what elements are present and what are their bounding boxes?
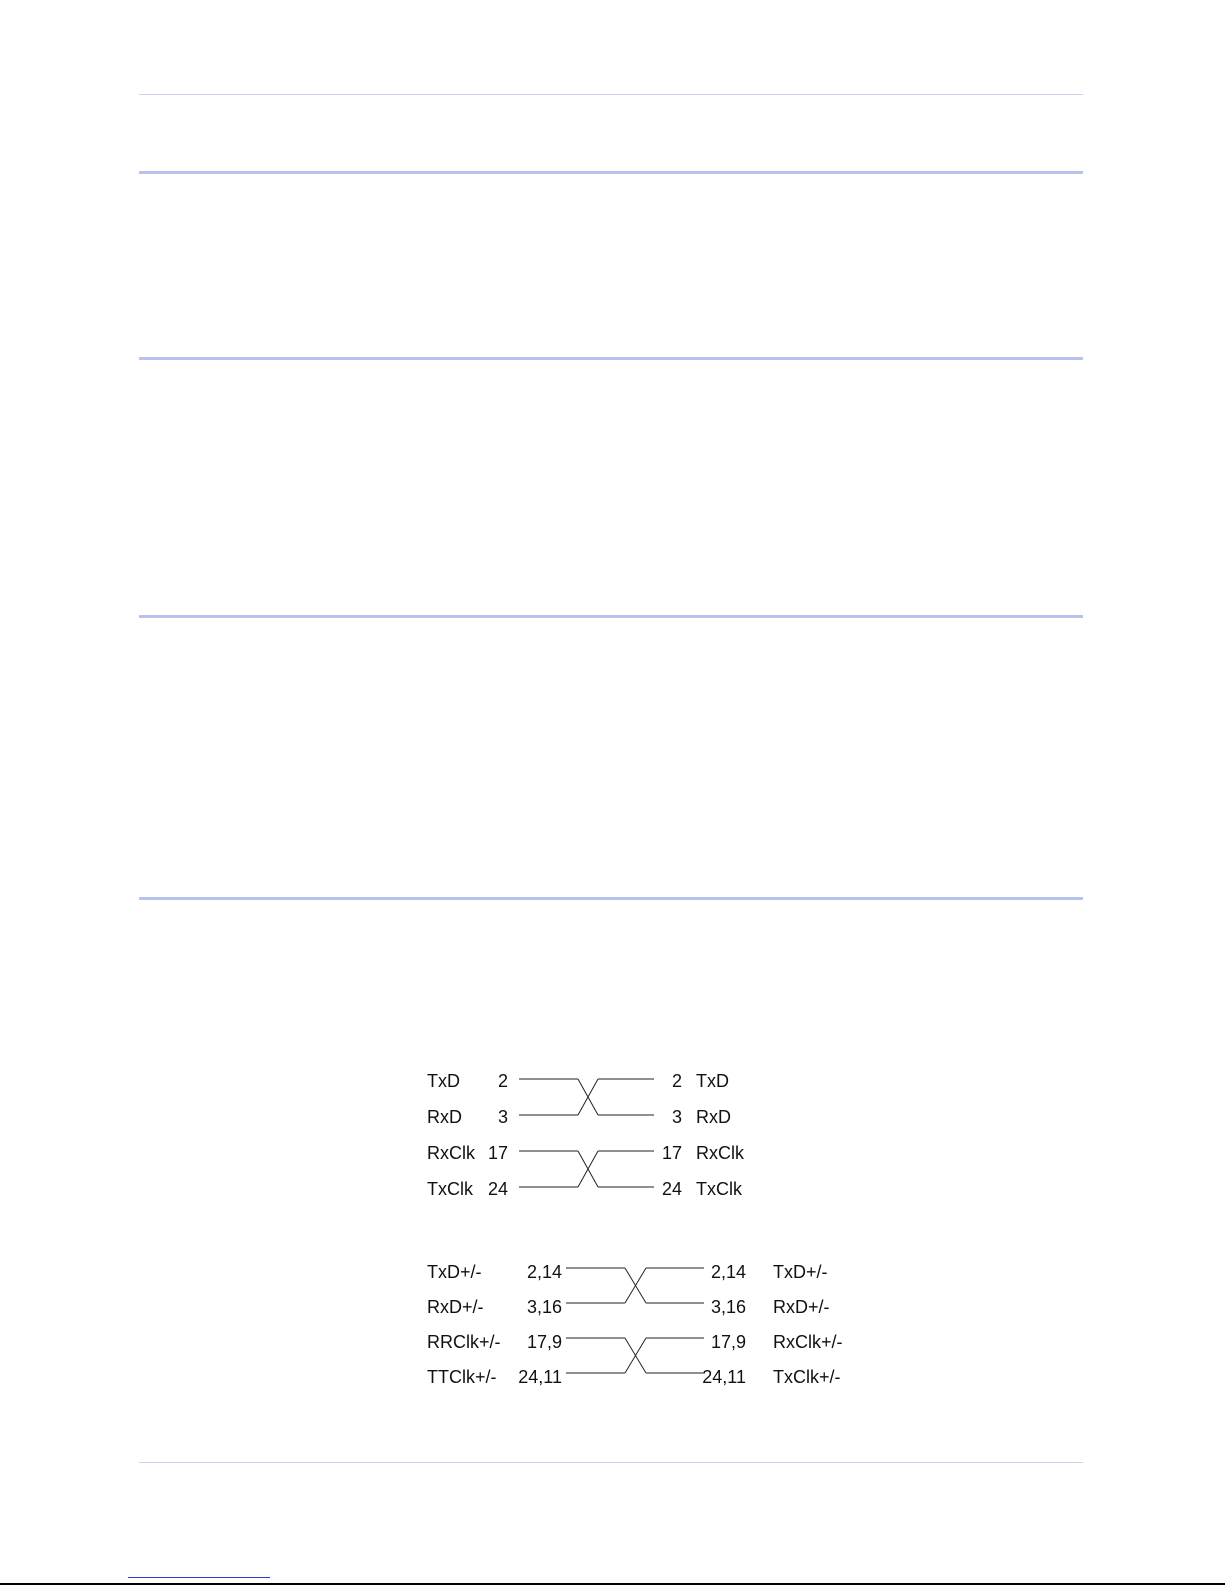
footer-rule [139,1462,1083,1463]
section-rule [139,615,1083,618]
right-signal-label: TxD+/- [773,1262,828,1282]
right-pin-label: 17,9 [710,1332,746,1352]
right-signal-label: TxClk [696,1179,742,1199]
left-signal-label: TxD+/- [427,1262,482,1282]
left-signal-label: TTClk+/- [427,1367,497,1387]
footer-link-underline [128,1577,270,1578]
section-rule [139,357,1083,360]
right-signal-label: RxClk [696,1143,744,1163]
left-signal-label: RxD+/- [427,1297,484,1317]
left-pin-label: 17,9 [526,1332,562,1352]
left-pin-label: 3 [497,1107,508,1127]
right-pin-label: 24,11 [702,1367,746,1387]
section-rule [139,171,1083,174]
right-signal-label: RxClk+/- [773,1332,843,1352]
right-pin-label: 2,14 [710,1262,746,1282]
right-pin-label: 3,16 [710,1297,746,1317]
left-signal-label: TxClk [427,1179,473,1199]
section-rule [139,897,1083,900]
left-pin-label: 17 [487,1143,508,1163]
left-pin-label: 3,16 [526,1297,562,1317]
left-pin-label: 2,14 [526,1262,562,1282]
crossover-diagram-bottom [420,1253,880,1398]
right-signal-label: RxD+/- [773,1297,830,1317]
right-signal-label: TxClk+/- [773,1367,841,1387]
left-signal-label: TxD [427,1071,460,1091]
right-signal-label: RxD [696,1107,731,1127]
crossover-diagram-top [420,1065,800,1205]
right-pin-label: 2 [671,1071,682,1091]
left-pin-label: 2 [497,1071,508,1091]
header-rule [139,94,1083,95]
left-signal-label: RxClk [427,1143,475,1163]
left-signal-label: RxD [427,1107,462,1127]
right-pin-label: 3 [671,1107,682,1127]
left-signal-label: RRClk+/- [427,1332,501,1352]
right-signal-label: TxD [696,1071,729,1091]
left-pin-label: 24,11 [518,1367,562,1387]
left-pin-label: 24 [487,1179,508,1199]
right-pin-label: 17 [661,1143,682,1163]
right-pin-label: 24 [661,1179,682,1199]
